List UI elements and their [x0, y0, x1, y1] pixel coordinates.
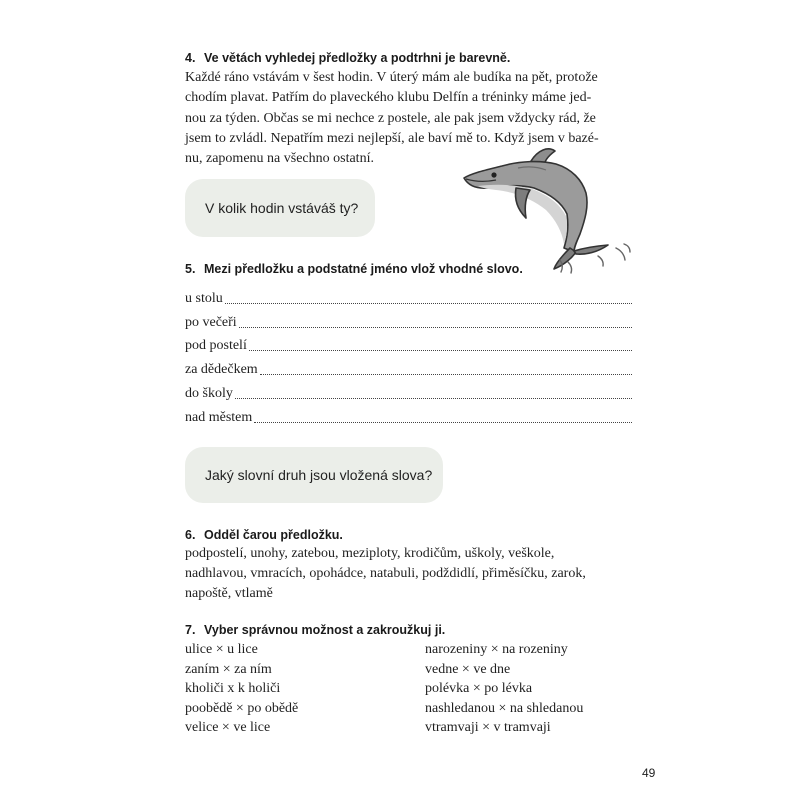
fill-in-blank[interactable] [249, 350, 632, 351]
choice-pair[interactable]: kholiči x k holiči [185, 681, 281, 697]
text-line: nadhlavou, vmracích, opohádce, natabuli, podždidlí, přiměsíčku, zarok, [185, 565, 586, 581]
text-line: Každé ráno vstávám v šest hodin. V úterý mám ale budíka na pět, protože [185, 70, 598, 85]
text-line: podpostelí, unohy, zatebou, meziploty, krodičům, uškoly, veškole, [185, 546, 555, 561]
dolphin-icon [458, 148, 640, 274]
fill-in-blank[interactable] [235, 398, 632, 399]
choice-pair[interactable]: nashledanou × na shledanou [425, 700, 584, 716]
fill-in-blank[interactable] [254, 422, 632, 423]
fill-in-row [185, 402, 632, 426]
exercise-7-heading [185, 623, 445, 637]
exercise-6-text [185, 544, 625, 603]
choice-column-right [425, 640, 583, 738]
exercise-7-title: Vyber správnou možnost a zakroužkuj ji. [204, 623, 446, 637]
question-bubble-word-class [185, 447, 443, 503]
text-line: napoště, vtlamě [185, 585, 273, 601]
fill-in-row [185, 354, 632, 378]
choice-pair[interactable]: vedne × ve dne [425, 661, 511, 677]
choice-pair[interactable]: narozeniny × na rozeniny [425, 642, 568, 657]
question-text: Jaký slovní druh jsou vložená slova? [205, 467, 433, 483]
fill-in-list [185, 283, 632, 426]
text-line: jsem to zvládl. Nepatřím mezi nejlepší, ale baví mě to. Když jsem v bazé- [185, 130, 599, 146]
fill-in-row [185, 307, 632, 331]
fill-in-row [185, 331, 632, 355]
question-bubble-wake-time [185, 179, 375, 237]
fill-in-phrase: za dědečkem [185, 362, 258, 378]
fill-in-blank[interactable] [260, 374, 632, 375]
fill-in-row [185, 378, 632, 402]
fill-in-phrase: pod postelí [185, 338, 247, 354]
exercise-6-heading [185, 528, 343, 542]
choice-pair[interactable]: poobědě × po obědě [185, 700, 299, 716]
exercise-4-title: Ve větách vyhledej předložky a podtrhni je barevně. [204, 51, 511, 65]
page-number: 49 [642, 766, 656, 780]
fill-in-row [185, 283, 632, 307]
fill-in-phrase: u stolu [185, 290, 223, 306]
choice-pair[interactable]: polévka × po lévka [425, 681, 533, 697]
exercise-5-number: 5. [185, 262, 196, 276]
exercise-4-number: 4. [185, 51, 196, 65]
exercise-7-number: 7. [185, 623, 196, 637]
choice-pair[interactable]: vtramvaji × v tramvaji [425, 720, 551, 736]
exercise-6-title: Odděl čarou předložku. [204, 528, 343, 542]
exercise-4-heading [185, 51, 510, 65]
choice-pair[interactable]: velice × ve lice [185, 720, 271, 736]
fill-in-phrase: nad městem [185, 409, 253, 425]
fill-in-blank[interactable] [239, 327, 632, 328]
exercise-6-number: 6. [185, 528, 196, 542]
text-line: nu, zapomenu na všechno ostatní. [185, 151, 374, 167]
fill-in-phrase: do školy [185, 385, 233, 401]
choice-column-left [185, 640, 298, 738]
question-text: V kolik hodin vstáváš ty? [205, 200, 359, 216]
fill-in-phrase: po večeři [185, 314, 237, 330]
text-line: chodím plavat. Patřím do plaveckého klubu Delfín a tréninky máme jed- [185, 90, 592, 106]
choice-pair[interactable]: ulice × u lice [185, 642, 258, 657]
exercise-5-heading [185, 262, 523, 276]
text-line: nou za týden. Občas se mi nechce z postele, ale pak jsem vždycky rád, že [185, 110, 596, 126]
choice-pair[interactable]: zaním × za ním [185, 661, 272, 677]
exercise-5-title: Mezi předložku a podstatné jméno vlož vhodné slovo. [204, 262, 523, 276]
fill-in-blank[interactable] [225, 303, 632, 304]
